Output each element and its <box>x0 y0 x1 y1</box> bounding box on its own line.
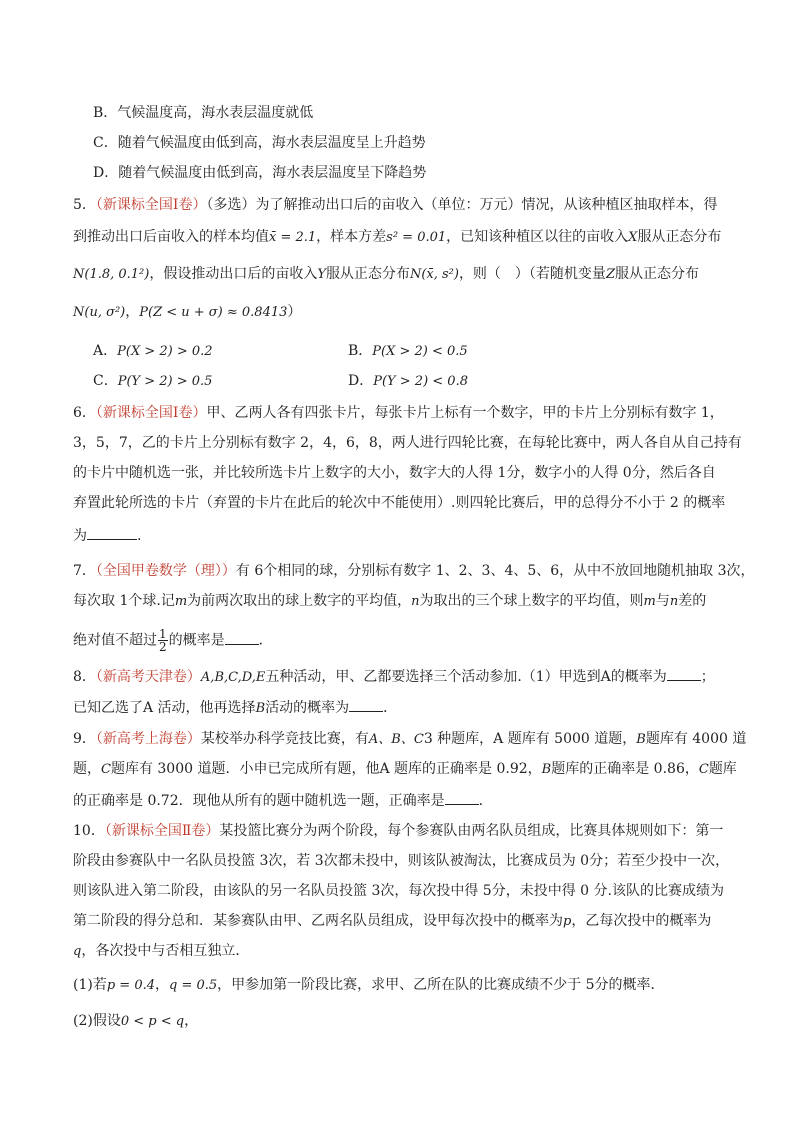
q10-line-2: 阶段由参赛队中一名队员投篮 3次，若 3次都未投中，则该队被淘汰，比赛成员为 0分；若至少投中一次， <box>73 853 730 869</box>
q5-option-b <box>348 342 468 361</box>
q10-text-4a: 第二阶段的得分总和．某参赛队由甲、乙两名队员组成，设甲每次投中的概率为 <box>73 913 563 929</box>
q9-text-1a: 某校举办科学竞技比赛，有 <box>200 731 369 747</box>
q8-math-b: B <box>255 701 266 716</box>
q9-text-2a: 题， <box>73 761 101 777</box>
q8-source: （新高考天津卷） <box>95 669 201 685</box>
q5-text-3d: 服从正态分布 <box>614 266 699 282</box>
q9-text-1c: 题库有 4000 道 <box>645 731 747 747</box>
q10-math-inequality: 0 < p < q <box>120 1014 185 1029</box>
q10-line-5 <box>73 942 249 961</box>
q5-text-2c: ，已知该种植区以往的亩收入 <box>446 229 629 245</box>
q10-part-2 <box>73 1012 198 1031</box>
q6-line-1 <box>73 404 724 422</box>
q8-text-1a: 五种活动，甲、乙都要选择三个活动参加.（1）甲选到A的概率为 <box>265 669 667 685</box>
q9-text-3: 的正确率是 0.72．现他从所有的题中随机选一题，正确率是 <box>73 793 445 809</box>
q9-math-c: C <box>101 762 111 777</box>
q6-source: （新课标全国Ⅰ卷） <box>95 405 207 421</box>
q5-option-c-math: P(Y > 2) > 0.5 <box>117 374 213 389</box>
q8-math-activities: A,B,C,D,E <box>200 670 266 685</box>
q7-line-1 <box>73 562 755 580</box>
q10-math-q: q <box>73 944 82 959</box>
q10-source: （新课标全国Ⅱ卷） <box>104 823 220 839</box>
q10-part-2-text: ， <box>184 1013 199 1029</box>
q5-option-a-label: A． <box>93 343 118 359</box>
q8-answer-blank-2[interactable] <box>349 697 383 712</box>
q9-math-b2: B <box>541 762 552 777</box>
q10-text-1: 某投篮比赛分为两个阶段，每个参赛队由两名队员组成，比赛具体规则如下：第一 <box>219 823 724 839</box>
q5-text-2b: ，样本方差 <box>316 229 387 245</box>
q10-part-1-sep: ， <box>155 977 169 993</box>
q5-option-c-label: C． <box>93 373 118 389</box>
q7-line-2 <box>73 592 706 611</box>
q5-math-n1: N(1.8, 0.1²) <box>73 267 150 282</box>
q5-math-n3: N(u, σ²) <box>73 305 126 320</box>
q7-source: （全国甲卷数学（理）） <box>95 563 236 579</box>
q7-text-2e: 差的 <box>678 593 707 609</box>
q5-line-2 <box>73 228 721 247</box>
q9-text-2d: 题库 <box>708 761 737 777</box>
q5-option-b-label: B． <box>348 343 373 359</box>
q10-line-3: 则该队进入第二阶段，由该队的另一名队员投篮 3次，每次投中得 5分，未投中得 0 分.该队的比赛成绩为 <box>73 883 724 899</box>
q5-option-d-math: P(Y > 2) < 0.8 <box>373 374 468 389</box>
q7-math-m2: m <box>643 594 656 609</box>
q8-line-1 <box>73 666 715 687</box>
q7-answer-blank[interactable] <box>225 630 259 645</box>
q5-option-c <box>93 372 212 391</box>
q5-math-variance: s² = 0.01 <box>386 230 447 245</box>
q5-text-2a: 到推动出口后亩收入的样本均值 <box>73 229 269 245</box>
q6-line-3: 的卡片中随机选一张，并比较所选卡片上数字的大小，数字大的人得 1分，数字小的人得 0分，然后各自 <box>73 465 716 481</box>
q7-text-3a: 绝对值不超过 <box>73 632 157 649</box>
q9-text-2b: 题库有 3000 道题．小申已完成所有题，他A 题库的正确率是 0.92， <box>110 761 542 777</box>
q10-part-2-label: (2)假设 <box>73 1013 121 1029</box>
q5-text-3b: 服从正态分布 <box>325 266 410 282</box>
q9-text-3-end: ． <box>478 793 493 809</box>
q5-option-a-math: P(X > 2) > 0.2 <box>117 344 213 359</box>
q7-text-2b: 为前两次取出的球上数字的平均值， <box>187 593 412 609</box>
q7-fraction-denominator: 2 <box>159 640 167 654</box>
q6-text-5: 为 <box>73 528 87 544</box>
q9-math-abc: A、B、C <box>368 732 424 747</box>
q7-math-n2: n <box>669 594 679 609</box>
q6-text-1: 甲、乙两人各有四张卡片，每张卡片上标有一个数字，甲的卡片上分别标有数字 1， <box>206 405 724 421</box>
q5-text-3a: ，假设推动出口后的亩收入 <box>149 266 318 282</box>
q8-text-2a: 已知乙选了A 活动，他再选择 <box>73 700 256 716</box>
q9-text-1b: 3 种题库，A 题库有 5000 道题， <box>423 731 637 747</box>
q5-source: （新课标全国Ⅰ卷） <box>95 197 207 213</box>
q7-text-3b: 的概率是 <box>168 632 225 649</box>
q6-line-2: 3，5，7，乙的卡片上分别标有数字 2，4，6，8，两人进行四轮比赛，在每轮比赛中，两人各自从自己持有 <box>73 435 742 451</box>
option-c-text: C．随着气候温度由低到高，海水表层温度呈上升趋势 <box>93 135 426 151</box>
q5-option-a <box>93 342 213 361</box>
q6-number: 6． <box>73 405 96 421</box>
q5-line-4 <box>73 303 301 322</box>
q7-math-m: m <box>174 594 188 609</box>
q10-part-1-text: ，甲参加第一阶段比赛，求甲、乙所在队的比赛成绩不少于 5分的概率． <box>217 977 665 993</box>
q5-math-n2: N(x̄, s²) <box>409 267 459 282</box>
q5-text-1: （多选）为了解推动出口后的亩收入（单位：万元）情况，从该种植区抽取样本，得 <box>206 197 718 213</box>
q5-line-1 <box>73 196 717 214</box>
q10-math-p: p <box>563 914 572 929</box>
q10-line-4 <box>73 912 711 931</box>
q10-line-1 <box>73 822 723 840</box>
q10-part-1 <box>73 976 665 995</box>
q5-text-4a: ， <box>125 304 140 320</box>
q8-text-2b: 活动的概率为 <box>265 700 350 716</box>
q5-number: 5． <box>73 197 96 213</box>
q5-math-x: X <box>628 230 638 245</box>
q8-answer-blank-1[interactable] <box>667 666 701 681</box>
q8-line-2 <box>73 697 397 718</box>
q7-text-1: 有 6个相同的球，分别标有数字 1、2、3、4、5、6，从中不放回地随机抽取 3次， <box>235 563 755 579</box>
q9-math-c2: C <box>698 762 709 777</box>
q5-option-d <box>348 372 468 391</box>
q5-option-b-math: P(X > 2) < 0.5 <box>372 344 468 359</box>
q7-text-2a: 每次取 1个球.记 <box>73 593 175 609</box>
q5-math-mean: x̄ = 2.1 <box>269 230 317 245</box>
q5-math-prob: P(Z < u + σ) ≈ 0.8413 <box>139 305 288 320</box>
q6-text-5-end: . <box>137 528 142 544</box>
q10-math-p-value: p = 0.4 <box>106 978 155 993</box>
q7-text-2d: 与 <box>655 593 670 609</box>
q5-math-z: Z <box>605 267 615 282</box>
q5-option-d-label: D． <box>348 373 374 389</box>
q6-answer-blank[interactable] <box>87 525 137 540</box>
q10-text-4b: ，乙每次投中的概率为 <box>571 913 712 929</box>
q5-text-3c: ，则（ ）（若随机变量 <box>458 266 606 282</box>
q8-text-1-end: ； <box>700 669 715 685</box>
q6-line-4: 弃置此轮所选的卡片（弃置的卡片在此后的轮次中不能使用）.则四轮比赛后，甲的总得分不小于 2 的概率 <box>73 495 726 511</box>
q5-text-4b: ） <box>287 304 302 320</box>
q9-text-2c: 题库的正确率是 0.86， <box>551 761 699 777</box>
option-d-text: D．随着气候温度由低到高，海水表层温度呈下降趋势 <box>93 165 427 181</box>
q9-line-2 <box>73 760 737 779</box>
q7-math-n: n <box>411 594 420 609</box>
q9-line-3 <box>73 790 493 810</box>
q7-text-3-end: ． <box>258 632 273 649</box>
q7-fraction-numerator: 1 <box>159 627 167 641</box>
q7-fraction <box>158 628 168 653</box>
q9-number: 9． <box>73 731 96 747</box>
q8-text-2-end: ． <box>383 700 398 716</box>
q6-line-5 <box>73 525 141 545</box>
q10-math-q-value: q = 0.5 <box>169 978 218 993</box>
q9-source: （新高考上海卷） <box>95 731 201 747</box>
q7-number: 7． <box>73 563 96 579</box>
q7-text-2c: 为取出的三个球上数字的平均值，则 <box>419 593 644 609</box>
q10-number: 10． <box>73 823 105 839</box>
q5-math-y: Y <box>317 267 326 282</box>
q8-number: 8． <box>73 669 96 685</box>
option-b-text: B．气候温度高，海水表层温度就低 <box>93 105 314 121</box>
q7-line-3 <box>73 628 273 653</box>
q10-text-5a: ，各次投中与否相互独立． <box>81 943 250 959</box>
q9-line-1 <box>73 730 746 749</box>
q5-text-2d: 服从正态分布 <box>637 229 722 245</box>
q9-math-b: B <box>636 732 646 747</box>
q9-answer-blank[interactable] <box>445 790 479 805</box>
q5-line-3 <box>73 265 699 284</box>
q10-part-1-label: (1)若 <box>73 977 107 993</box>
